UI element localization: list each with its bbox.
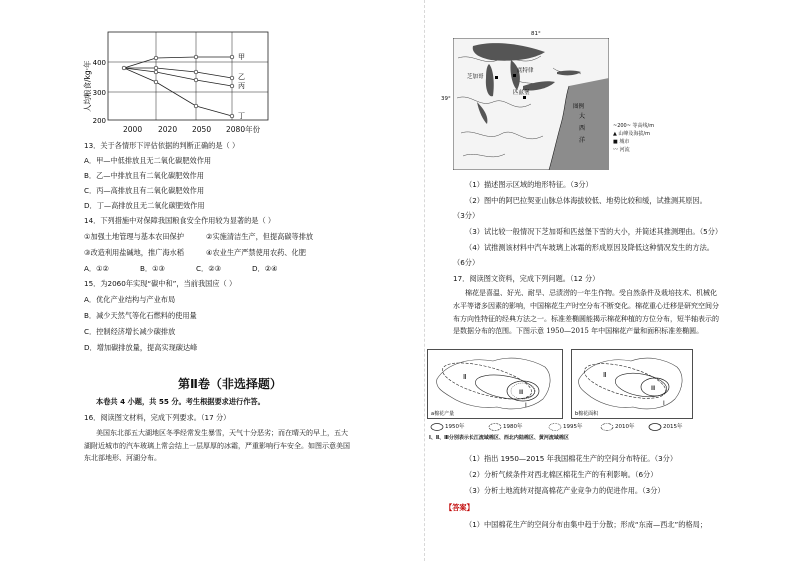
q16-task-2: （2）图中的阿巴拉契亚山脉总体海拔较低、地势比较和缓，试推测其原因。: [465, 196, 707, 205]
q17-material-line-2: 水平等诸多因素的影响，中国棉花生产时空分布不断变化。棉花重心迁移是研究空间分: [453, 301, 719, 310]
map-place-detroit: 底特律: [517, 68, 534, 74]
legend-2010: 2010年: [615, 424, 635, 430]
q14-item-1: ①加强土地管理与基本农田保护: [84, 232, 184, 241]
q16-material-line-1: 美国东北部五大湖地区冬季经常发生暴雪，天气十分恶劣；而在晴天的早上，五大: [96, 429, 348, 437]
map-a-region-1: Ⅰ: [525, 402, 527, 409]
q17-material-line-4: 是数据分布的范围。下图示意 1950—2015 年中国棉花产量和面积标准差椭圆。: [453, 327, 704, 336]
grain-per-capita-chart: [78, 24, 278, 124]
q14-option-b[interactable]: B．①③: [140, 264, 166, 273]
q15-stem: 15．为2060年实现“碳中和”，当前我国应（ ）: [84, 279, 237, 288]
q16-material-line-2: 湖附近城市的汽车玻璃上常会结上一层厚厚的冰霜，严重影响行车安全。如图示意美国: [84, 441, 350, 450]
series-label-jia: 甲: [238, 53, 245, 61]
q13-option-b[interactable]: B．乙—中排放且有二氧化碳肥效作用: [84, 171, 204, 180]
map-a-label: a棉花产量: [431, 411, 455, 417]
q16-task-4-score: （6分）: [453, 258, 480, 267]
map-legend-item-river: 〰 河流: [613, 147, 630, 153]
q13-option-a[interactable]: A．甲—中低排放且无二氧化碳肥效作用: [84, 156, 212, 165]
legend-1980: 1980年: [503, 424, 523, 430]
map-b-label: b棉花面积: [575, 411, 599, 417]
q14-option-a[interactable]: A．①②: [84, 264, 109, 273]
map-lat-label: 39°: [441, 96, 451, 102]
series-bing-line: [124, 68, 232, 86]
column-divider: [424, 0, 425, 561]
map-b-region-3: Ⅲ: [651, 385, 656, 392]
xtick-2000: 2000: [123, 125, 143, 134]
q16-material: [84, 427, 384, 465]
xtick-2080: 2080年份: [226, 125, 261, 134]
q13-option-c[interactable]: C．丙—高排放且有二氧化碳肥效作用: [84, 186, 205, 195]
q15-option-c[interactable]: C．控制经济增长减少碳排放: [84, 327, 176, 336]
q17-material-line-3: 布方向性特征的经典方法之一。标准差椭圆能揭示棉花种植的方位分布，短半轴表示的: [453, 314, 719, 323]
map-a-region-2: Ⅱ: [463, 373, 467, 381]
chart-ylabel: 人均粮食/kg·年: [83, 60, 92, 112]
answer-label: 【答案】: [445, 503, 474, 512]
map-legend-item-city: ■ 城市: [613, 139, 630, 145]
q16-task-4: （4）试推测该材料中汽车玻璃上冰霜的形成原因及降低这种情况发生的方法。: [465, 243, 714, 252]
map-legend-title: 图例: [573, 104, 585, 110]
q14-stem: 14．下列措施中对保障我国粮食安全作用较为显著的是（ ）: [84, 216, 276, 225]
q16-material-line-3: 东北部地形、河湖分布。: [84, 454, 161, 462]
cotton-map-b: [571, 349, 693, 419]
q14-item-2: ②实施清洁生产，但提高碳等排放: [206, 232, 314, 241]
q16-task-2-score: （3分）: [453, 211, 480, 220]
great-lakes-map: [453, 38, 609, 170]
q17-material: [453, 287, 781, 338]
legend-1995: 1995年: [563, 424, 583, 430]
q14-option-c[interactable]: C．②③: [196, 264, 222, 273]
q17-task-3: （3）分析土地流转对提高棉花产业竞争力的促进作用。（3分）: [465, 486, 665, 495]
q17-task-2: （2）分析气候条件对西北棉区棉花生产的有利影响。（6分）: [465, 470, 658, 479]
q14-item-3: ③改造利用盐碱地，推广海水稻: [84, 248, 184, 257]
ytick-300: 300: [92, 89, 106, 97]
map-sea-char-1: 大: [579, 113, 586, 120]
left-column: [84, 0, 384, 561]
map-a-region-3: Ⅲ: [519, 389, 524, 396]
q13-option-d[interactable]: D．丁—高排放且无二氧化碳肥效作用: [84, 201, 205, 210]
q14-item-4: ④农业生产严禁使用农药、化肥: [206, 248, 306, 257]
part2-title: 第Ⅱ卷（非选择题）: [178, 377, 282, 391]
series-jia-line: [124, 57, 232, 68]
series-label-yi: 乙: [238, 73, 245, 81]
series-label-bing: 丙: [238, 82, 245, 90]
legend-1950: 1950年: [445, 424, 465, 430]
q17-material-line-1: 棉花是喜温、好光、耐旱、忌渍涝的一年生作物。受自然条件及栽培技术、机械化: [465, 289, 717, 297]
map-legend-item-peak: ▲ 山峰及海拔/m: [613, 131, 650, 137]
q16-task-3: （3）试比较一般情况下芝加哥和匹兹堡下雪的大小，并简述其推测理由。（5分）: [465, 227, 723, 236]
q15-option-d[interactable]: D．增加碳排放量，提高实现碳达峰: [84, 343, 198, 352]
map-place-chicago: 芝加哥: [467, 74, 484, 80]
q13-stem: 13．关于各情形下评估依据的判断正确的是（ ）: [84, 141, 240, 150]
q17-stem: 17．阅读图文资料，完成下列问题。（12 分）: [453, 274, 600, 283]
right-column: [429, 0, 783, 561]
series-label-ding: 丁: [238, 112, 245, 120]
cotton-map-a: [427, 349, 563, 419]
xtick-2050: 2050: [192, 125, 212, 134]
q17-task-1: （1）指出 1950—2015 年我国棉花生产的空间分布特征。（3分）: [465, 454, 678, 463]
answer-line-1: （1）中国棉花生产的空间分布由集中趋于分散；形成“东南—西北”的格局；: [465, 520, 708, 529]
q15-option-b[interactable]: B．减少天然气等化石燃料的使用量: [84, 311, 197, 320]
ytick-200: 200: [92, 117, 106, 124]
xtick-2020: 2020: [158, 125, 178, 134]
map-b-region-1: Ⅰ: [663, 400, 665, 407]
q14-option-d[interactable]: D．②④: [252, 264, 278, 273]
q15-option-a[interactable]: A．优化产业结构与产业布局: [84, 295, 176, 304]
ytick-400: 400: [92, 59, 106, 67]
map-place-pittsburgh: 匹兹堡: [513, 90, 530, 96]
q16-task-1: （1）描述图示区域的地形特征。（3分）: [465, 180, 593, 189]
map-legend-item-contour: ~200~ 等高线/m: [613, 123, 655, 129]
part2-note: 本卷共 4 小题，共 55 分。考生根据要求进行作答。: [96, 397, 265, 406]
legend-region-note: Ⅰ、Ⅱ、Ⅲ分别表示长江流域棉区、西北内陆棉区、黄河流域棉区: [429, 435, 569, 441]
map-sea-char-2: 西: [579, 125, 586, 132]
map-sea-char-3: 洋: [579, 137, 586, 144]
map-lon-label: 81°: [531, 31, 541, 37]
map-b-region-2: Ⅱ: [603, 371, 607, 379]
legend-2015: 2015年: [663, 424, 683, 430]
q16-stem: 16．阅读图文材料，完成下列要求。（17 分）: [84, 413, 231, 422]
